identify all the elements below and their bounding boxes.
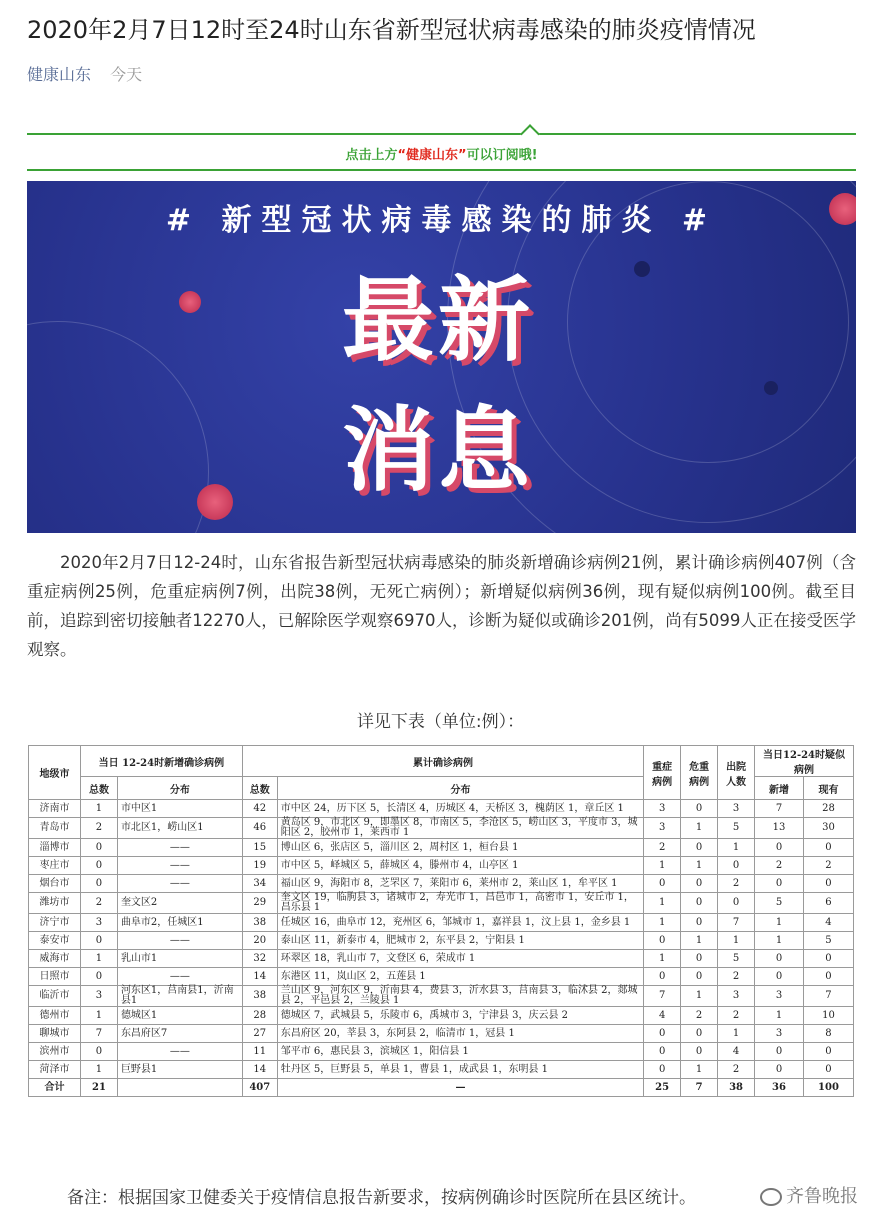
cell-critical: 1 [681, 932, 718, 950]
virus-dot [179, 291, 201, 313]
cell-discharged: 1 [718, 1025, 755, 1043]
cell-severe: 1 [644, 857, 681, 875]
table-row [29, 893, 854, 914]
news-banner-image [27, 181, 856, 533]
cell-discharged: 4 [718, 1043, 755, 1061]
cell-critical: 0 [681, 914, 718, 932]
cell-severe: 0 [644, 1061, 681, 1079]
table-row [29, 839, 854, 857]
cell-suspect-current: 0 [803, 875, 853, 893]
cell-city: 日照市 [29, 968, 81, 986]
cell-suspect-new: 3 [755, 1025, 804, 1043]
cell-suspect-new: 0 [755, 839, 804, 857]
cell-severe: 2 [644, 839, 681, 857]
decor-ring [27, 321, 209, 533]
cell-severe: 0 [644, 1043, 681, 1061]
cell-suspect-new: 1 [755, 914, 804, 932]
banner-tag: # 新型冠状病毒感染的肺炎 # [165, 203, 718, 238]
cell-suspect-current: 0 [803, 1061, 853, 1079]
cell-city: 烟台市 [29, 875, 81, 893]
cell-critical: 0 [681, 893, 718, 914]
cell-cum-total: 32 [242, 950, 277, 968]
table-total-row [29, 1079, 854, 1097]
table-row [29, 857, 854, 875]
account-name-link[interactable]: 健康山东 [27, 65, 92, 84]
cell-new-dist: 奎文区2 [117, 893, 242, 914]
cell-cum-total: 38 [242, 914, 277, 932]
cell-critical: 0 [681, 800, 718, 818]
cell-new-total: 1 [80, 1007, 117, 1025]
cell-city: 聊城市 [29, 1025, 81, 1043]
cell-suspect-new: 2 [755, 857, 804, 875]
cell-cum-dist: 东昌府区 20，莘县 3，东阿县 2，临清市 1，冠县 1 [277, 1025, 643, 1043]
table-row [29, 1043, 854, 1061]
cell-new-dist: 巨野县1 [117, 1061, 242, 1079]
cell-cum-dist: 任城区 16，曲阜市 12，兖州区 6，邹城市 1，嘉祥县 1，汶上县 1，金乡县 1 [277, 914, 643, 932]
header-new-group: 当日 12-24时新增确诊病例 [80, 746, 242, 777]
cell-suspect-new: 0 [755, 1061, 804, 1079]
cell-new-dist: —— [117, 857, 242, 875]
table-note: 详见下表（单位:例）： [356, 712, 525, 732]
cell-suspect-current: 5 [803, 932, 853, 950]
cell-discharged: 1 [718, 839, 755, 857]
cell-new-total: 7 [80, 1025, 117, 1043]
banner-line2: 消息 [342, 397, 535, 504]
cell-cum-total: 34 [242, 875, 277, 893]
cell-cum-dist: 奎文区 19，临朐县 3，诸城市 2，寿光市 1，昌邑市 1，高密市 1，安丘市 1，昌乐县 1 [277, 893, 643, 914]
weibo-icon [760, 1188, 782, 1206]
table-row [29, 800, 854, 818]
header-suspect-group: 当日12-24时疑似病例 [755, 746, 854, 777]
cell-suspect-current: 28 [803, 800, 853, 818]
table-row [29, 914, 854, 932]
cell-cum-total: 42 [242, 800, 277, 818]
cell-new-total: 2 [80, 893, 117, 914]
header-discharged: 出院人数 [718, 746, 755, 800]
article-title: 2020年2月7日12时至24时山东省新型冠状病毒感染的肺炎疫情情况 [27, 16, 756, 44]
remark-text: 备注：根据国家卫健委关于疫情信息报告新要求，按病例确诊时医院所在县区统计。 [67, 1188, 696, 1208]
cell-suspect-new: 0 [755, 950, 804, 968]
cell-discharged: 5 [718, 818, 755, 839]
cell-suspect-new: 0 [755, 968, 804, 986]
header-suspect-new: 新增 [755, 777, 804, 800]
table-row [29, 1007, 854, 1025]
cell-cum-total: 19 [242, 857, 277, 875]
cell-cum-total: 14 [242, 1061, 277, 1079]
cell-total-suspect-current: 100 [803, 1079, 853, 1097]
cell-critical: 0 [681, 1043, 718, 1061]
cell-severe: 0 [644, 1025, 681, 1043]
cell-cum-total: 20 [242, 932, 277, 950]
cell-cum-dist: 市中区 5，峄城区 5，薛城区 4，滕州市 4，山亭区 1 [277, 857, 643, 875]
cell-severe: 4 [644, 1007, 681, 1025]
cell-critical: 0 [681, 839, 718, 857]
cell-total-severe: 25 [644, 1079, 681, 1097]
cell-cum-dist: 福山区 9，海阳市 8，芝罘区 7，莱阳市 6，莱州市 2，莱山区 1，牟平区 1 [277, 875, 643, 893]
cell-cum-dist: 黄岛区 9，市北区 9，即墨区 8，市南区 5，李沧区 5，崂山区 3，平度市 3，城阳区 2，胶州市 1，莱西市 1 [277, 818, 643, 839]
cell-suspect-current: 0 [803, 839, 853, 857]
cell-critical: 0 [681, 950, 718, 968]
cell-critical: 1 [681, 986, 718, 1007]
cell-total-suspect-new: 36 [755, 1079, 804, 1097]
cell-critical: 0 [681, 1025, 718, 1043]
cell-cum-dist: 邹平市 6，惠民县 3，滨城区 1，阳信县 1 [277, 1043, 643, 1061]
cell-critical: 1 [681, 818, 718, 839]
cell-discharged: 2 [718, 1007, 755, 1025]
cell-critical: 0 [681, 968, 718, 986]
header-cum-total: 总数 [242, 777, 277, 800]
cell-suspect-current: 2 [803, 857, 853, 875]
cell-cum-dist: 兰山区 9，河东区 9，沂南县 4，费县 3，沂水县 3，莒南县 3，临沭县 2，郯城县 2，平邑县 2，兰陵县 1 [277, 986, 643, 1007]
cell-cum-dist: 东港区 11，岚山区 2，五莲县 1 [277, 968, 643, 986]
header-severe: 重症病例 [644, 746, 681, 800]
cell-new-dist: 市中区1 [117, 800, 242, 818]
cell-cum-total: 46 [242, 818, 277, 839]
cell-city: 临沂市 [29, 986, 81, 1007]
epidemic-table [28, 745, 854, 1097]
cell-total-critical: 7 [681, 1079, 718, 1097]
cell-new-dist: —— [117, 1043, 242, 1061]
cell-new-total: 0 [80, 968, 117, 986]
cell-city: 菏泽市 [29, 1061, 81, 1079]
header-new-dist: 分布 [117, 777, 242, 800]
cell-cum-dist: 博山区 6，张店区 5，淄川区 2，周村区 1，桓台县 1 [277, 839, 643, 857]
cell-cum-total: 15 [242, 839, 277, 857]
table-row [29, 950, 854, 968]
cell-new-dist: 市北区1，崂山区1 [117, 818, 242, 839]
cell-severe: 1 [644, 893, 681, 914]
cell-suspect-new: 0 [755, 875, 804, 893]
table-row [29, 968, 854, 986]
cell-discharged: 0 [718, 893, 755, 914]
cell-cum-total: 14 [242, 968, 277, 986]
cell-severe: 1 [644, 950, 681, 968]
cell-new-dist: —— [117, 839, 242, 857]
cell-suspect-current: 0 [803, 1043, 853, 1061]
cell-discharged: 0 [718, 857, 755, 875]
cell-new-total: 0 [80, 932, 117, 950]
cell-suspect-current: 0 [803, 950, 853, 968]
cell-severe: 0 [644, 875, 681, 893]
summary-paragraph: 2020年2月7日12-24时，山东省报告新型冠状病毒感染的肺炎新增确诊病例21例，累计确诊病例407例（含重症病例25例，危重症病例7例，出院38例，无死亡病例）；新增疑似病例36例，现有疑似病例100例。截至目前，追踪到密切接触者12270人，已解除医学观察6970人，诊断为疑似或确诊201例，尚有5099人正在接受医学观察。 [27, 553, 856, 659]
cell-total-cum-dist: — [277, 1079, 643, 1097]
cell-discharged: 5 [718, 950, 755, 968]
cell-suspect-new: 1 [755, 932, 804, 950]
cell-suspect-current: 30 [803, 818, 853, 839]
cell-total-cum: 407 [242, 1079, 277, 1097]
cell-city: 枣庄市 [29, 857, 81, 875]
cell-new-dist: —— [117, 875, 242, 893]
cell-suspect-new: 7 [755, 800, 804, 818]
table-row [29, 818, 854, 839]
cell-new-total: 0 [80, 839, 117, 857]
virus-dot [197, 484, 233, 520]
cell-cum-dist: 市中区 24，历下区 5，长清区 4，历城区 4，天桥区 3，槐荫区 1，章丘区 1 [277, 800, 643, 818]
virus-dot [764, 381, 778, 395]
cell-city: 泰安市 [29, 932, 81, 950]
cell-total-new-dist [117, 1079, 242, 1097]
cell-critical: 1 [681, 857, 718, 875]
cell-new-total: 0 [80, 875, 117, 893]
cell-suspect-new: 3 [755, 986, 804, 1007]
table-row [29, 932, 854, 950]
cell-cum-total: 11 [242, 1043, 277, 1061]
cell-total-label: 合计 [29, 1079, 81, 1097]
cell-cum-total: 27 [242, 1025, 277, 1043]
cell-new-total: 1 [80, 1061, 117, 1079]
header-new-total: 总数 [80, 777, 117, 800]
cell-severe: 7 [644, 986, 681, 1007]
header-cum-dist: 分布 [277, 777, 643, 800]
virus-dot [634, 261, 650, 277]
cell-critical: 1 [681, 1061, 718, 1079]
table-row [29, 986, 854, 1007]
cell-cum-dist: 牡丹区 5，巨野县 5，单县 1，曹县 1，成武县 1，东明县 1 [277, 1061, 643, 1079]
cell-cum-total: 38 [242, 986, 277, 1007]
cell-city: 滨州市 [29, 1043, 81, 1061]
watermark: 齐鲁晚报 [760, 1182, 858, 1208]
cell-discharged: 7 [718, 914, 755, 932]
cell-suspect-new: 1 [755, 1007, 804, 1025]
cell-new-dist: 德城区1 [117, 1007, 242, 1025]
cell-severe: 0 [644, 968, 681, 986]
publish-date: 今天 [110, 65, 143, 84]
cell-suspect-current: 8 [803, 1025, 853, 1043]
cell-cum-dist: 德城区 7，武城县 5，乐陵市 6，禹城市 3，宁津县 3，庆云县 2 [277, 1007, 643, 1025]
cell-discharged: 1 [718, 932, 755, 950]
cell-city: 济南市 [29, 800, 81, 818]
cell-new-dist: —— [117, 968, 242, 986]
cell-suspect-new: 13 [755, 818, 804, 839]
cell-discharged: 3 [718, 986, 755, 1007]
cell-city: 德州市 [29, 1007, 81, 1025]
cell-suspect-current: 7 [803, 986, 853, 1007]
header-suspect-current: 现有 [803, 777, 853, 800]
table-row [29, 1061, 854, 1079]
cell-new-dist: —— [117, 932, 242, 950]
cell-cum-total: 29 [242, 893, 277, 914]
cell-critical: 2 [681, 1007, 718, 1025]
cell-suspect-new: 0 [755, 1043, 804, 1061]
cell-critical: 0 [681, 875, 718, 893]
table-row [29, 875, 854, 893]
cell-discharged: 2 [718, 875, 755, 893]
cell-new-dist: 乳山市1 [117, 950, 242, 968]
cell-suspect-current: 0 [803, 968, 853, 986]
cell-discharged: 2 [718, 968, 755, 986]
table-row [29, 1025, 854, 1043]
cell-new-total: 3 [80, 986, 117, 1007]
cell-discharged: 2 [718, 1061, 755, 1079]
header-critical: 危重病例 [681, 746, 718, 800]
cell-new-dist: 东昌府区7 [117, 1025, 242, 1043]
cell-city: 淄博市 [29, 839, 81, 857]
chevron-up-icon [520, 124, 540, 144]
article-meta [27, 62, 142, 85]
cell-severe: 1 [644, 914, 681, 932]
cell-city: 威海市 [29, 950, 81, 968]
cell-new-total: 2 [80, 818, 117, 839]
subscribe-text[interactable]: 点击上方“健康山东”可以订阅哦! [345, 148, 538, 163]
header-cum-group: 累计确诊病例 [242, 746, 643, 777]
cell-total-discharged: 38 [718, 1079, 755, 1097]
cell-severe: 3 [644, 800, 681, 818]
cell-new-total: 3 [80, 914, 117, 932]
cell-cum-dist: 泰山区 11，新泰市 4，肥城市 2，东平县 2，宁阳县 1 [277, 932, 643, 950]
cell-new-total: 0 [80, 1043, 117, 1061]
header-city: 地级市 [29, 746, 81, 800]
cell-suspect-new: 5 [755, 893, 804, 914]
banner-line1: 最新 [342, 267, 535, 374]
cell-new-dist: 河东区1，莒南县1，沂南县1 [117, 986, 242, 1007]
cell-severe: 0 [644, 932, 681, 950]
cell-cum-total: 28 [242, 1007, 277, 1025]
cell-suspect-current: 4 [803, 914, 853, 932]
cell-new-total: 0 [80, 857, 117, 875]
cell-city: 青岛市 [29, 818, 81, 839]
cell-severe: 3 [644, 818, 681, 839]
cell-new-total: 1 [80, 950, 117, 968]
cell-total-new: 21 [80, 1079, 117, 1097]
cell-new-total: 1 [80, 800, 117, 818]
cell-city: 潍坊市 [29, 893, 81, 914]
cell-new-dist: 曲阜市2，任城区1 [117, 914, 242, 932]
cell-suspect-current: 10 [803, 1007, 853, 1025]
cell-city: 济宁市 [29, 914, 81, 932]
cell-suspect-current: 6 [803, 893, 853, 914]
subscribe-bar [27, 133, 856, 171]
cell-cum-dist: 环翠区 18，乳山市 7，文登区 6，荣成市 1 [277, 950, 643, 968]
cell-discharged: 3 [718, 800, 755, 818]
